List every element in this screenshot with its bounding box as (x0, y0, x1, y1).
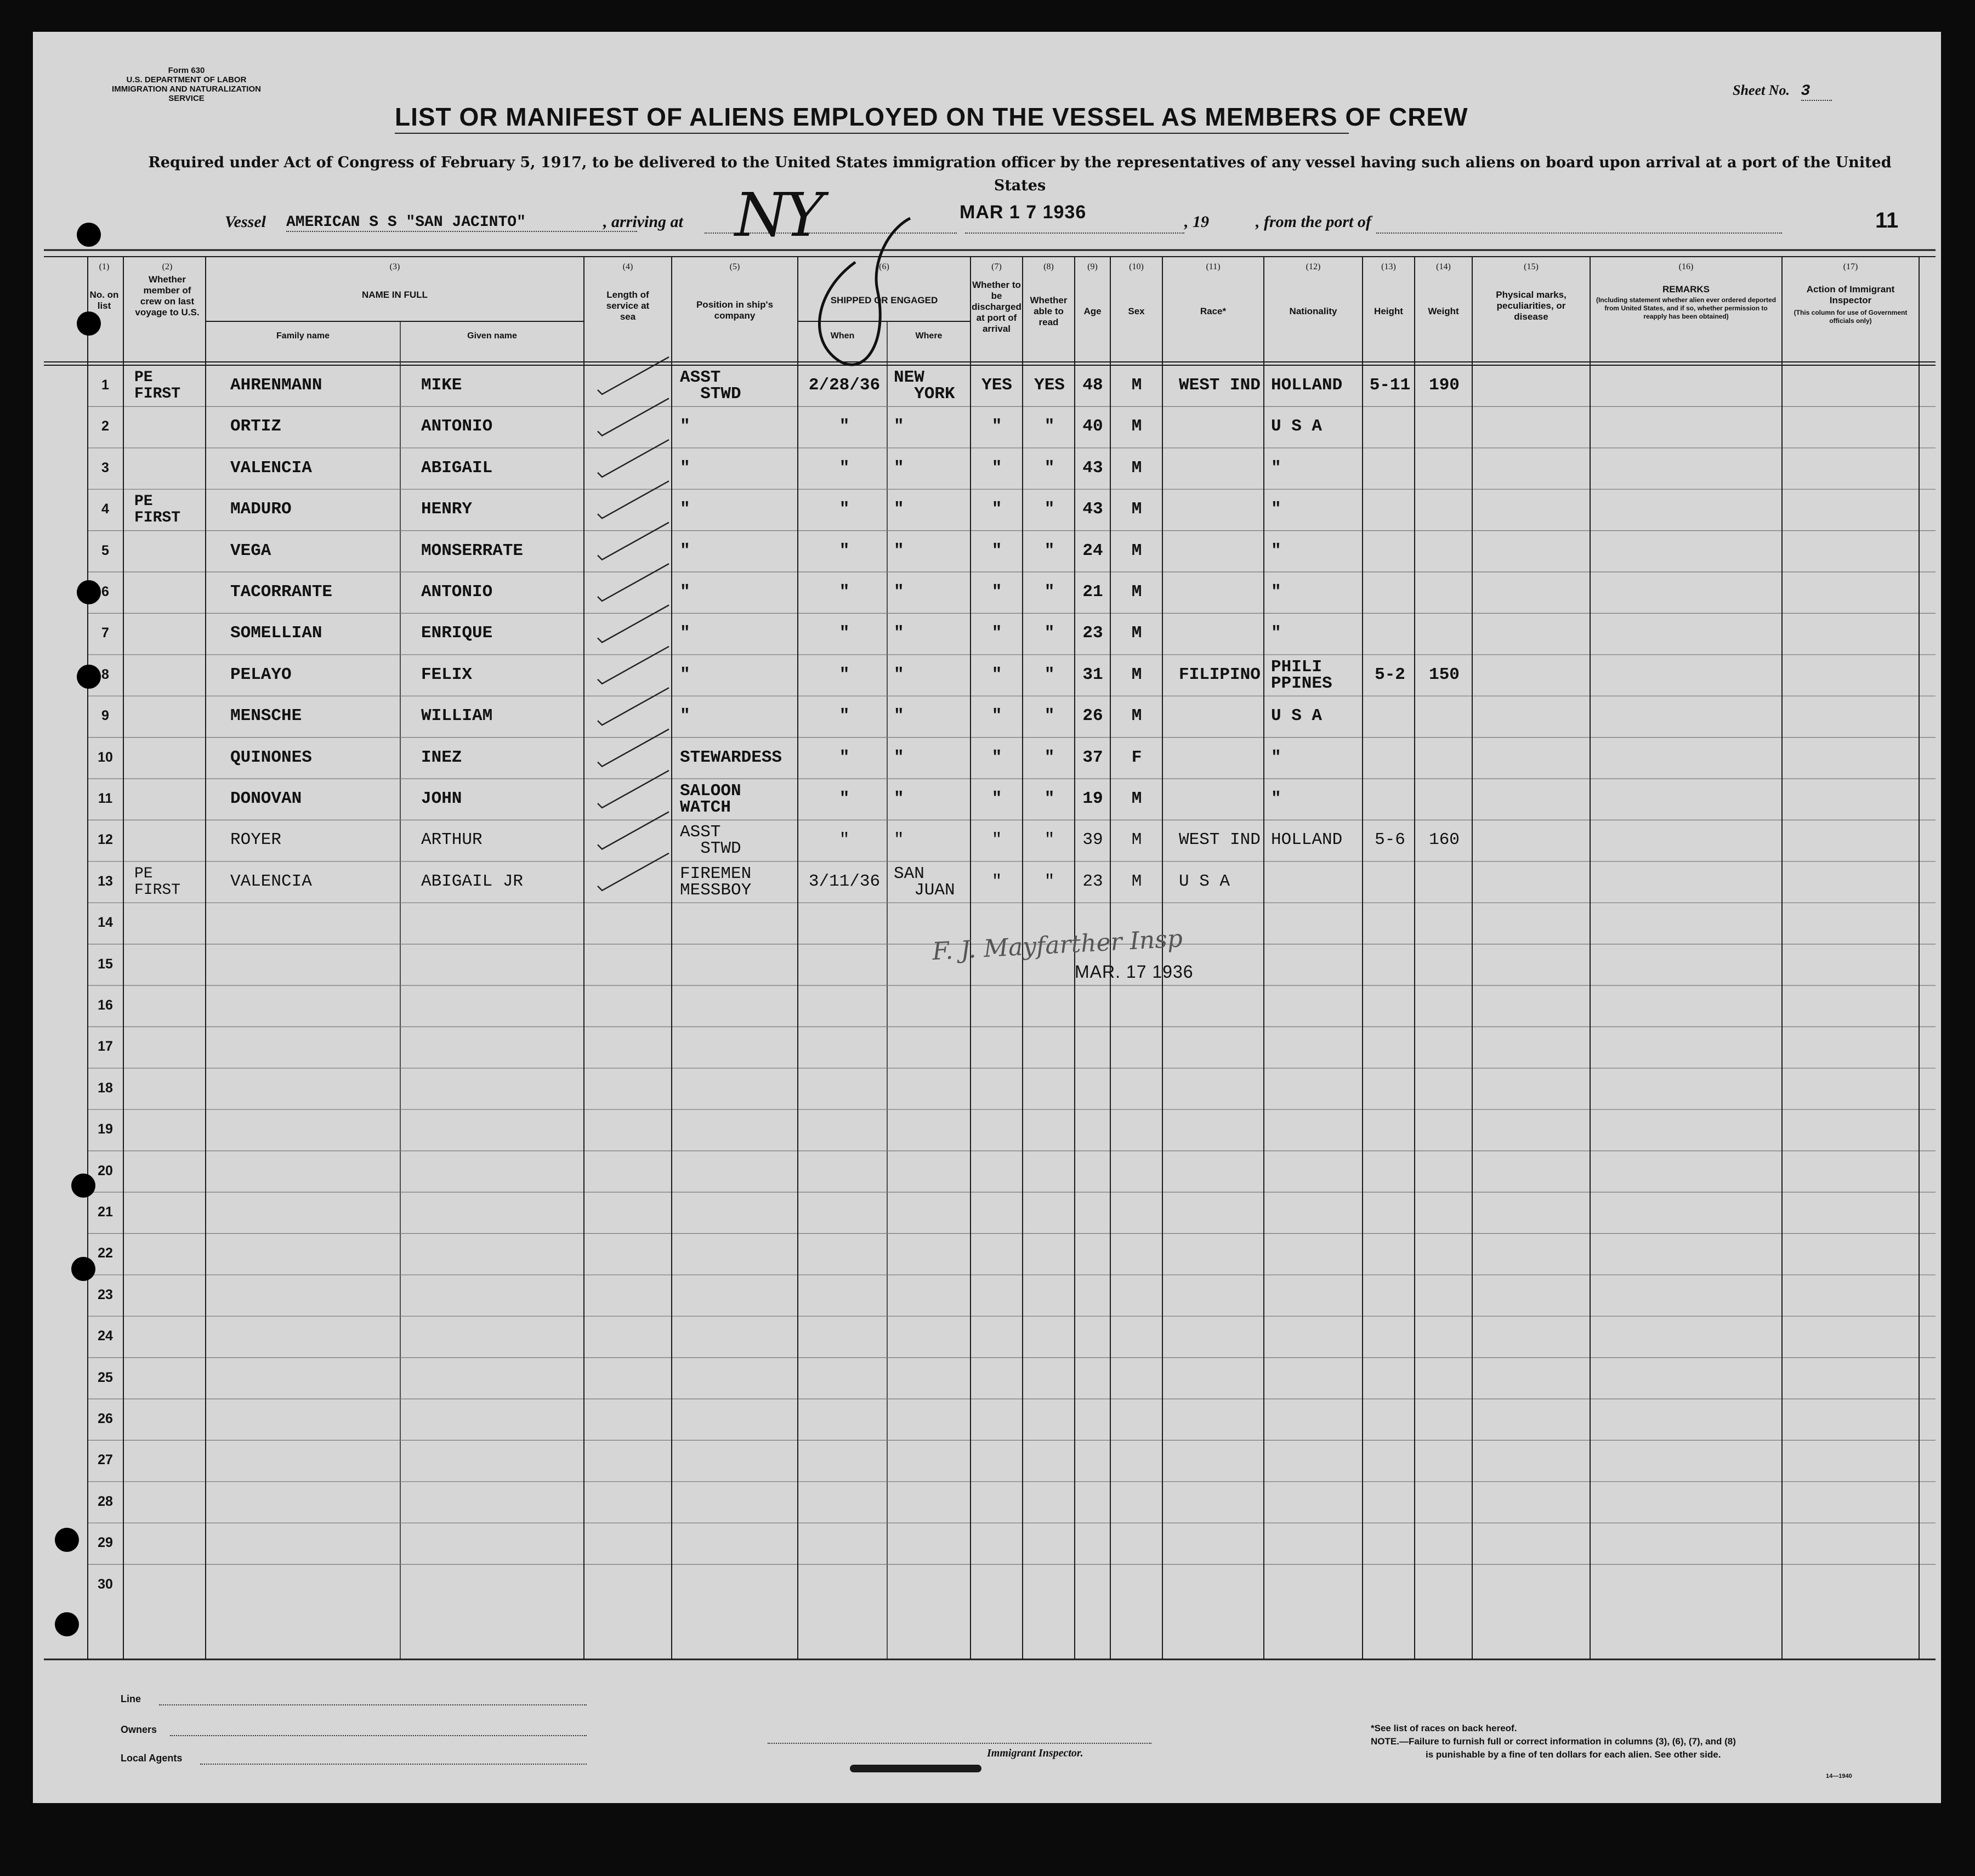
check-mark (598, 564, 669, 601)
family-name-cell: ORTIZ (230, 417, 282, 437)
position-cell: " (680, 624, 690, 643)
age-cell: 43 (1082, 500, 1103, 519)
row-number: 6 (101, 584, 109, 599)
sex-cell: M (1131, 541, 1142, 560)
col6-number: (6) (879, 262, 889, 271)
row-number: 4 (101, 501, 109, 517)
check-mark (598, 647, 669, 684)
position-cell: " (680, 458, 690, 478)
position-cell: " (680, 500, 690, 519)
family-name-cell: PELAYO (230, 665, 292, 684)
sex-cell: M (1131, 582, 1142, 602)
position-cell: ASST STWD (680, 823, 741, 859)
col3-given-header: Given name (467, 331, 517, 341)
discharged-cell: " (991, 747, 1002, 767)
col6-where-header: Where (915, 331, 943, 341)
sex-cell: M (1131, 376, 1142, 395)
sex-cell: M (1131, 665, 1142, 684)
arriving-label: , arriving at (603, 213, 683, 231)
penalty-note: NOTE.—Failure to furnish full or correct information in columns (3), (6), (7), and (8) (1371, 1736, 1736, 1747)
shipped-where-cell: SAN JUAN (894, 864, 955, 900)
shipped-when-cell: " (839, 747, 850, 767)
nationality-cell: HOLLAND (1271, 830, 1343, 850)
row-number: 9 (101, 708, 109, 724)
handwritten-flourish (819, 218, 910, 365)
age-cell: 24 (1082, 541, 1103, 560)
row-number: 29 (98, 1535, 113, 1551)
col4-header: Length of service at sea (606, 290, 650, 322)
col11-header: Race* (1200, 306, 1227, 316)
nationality-cell: " (1271, 500, 1281, 519)
row-number: 25 (98, 1369, 113, 1385)
shipped-when-cell: " (839, 458, 850, 478)
arrival-date-stamp: MAR 1 7 1936 (960, 202, 1087, 223)
given-name-cell: ANTONIO (421, 417, 493, 437)
row-number: 15 (98, 956, 113, 972)
check-mark (598, 357, 669, 394)
shipped-when-cell: " (839, 541, 850, 560)
page-number: 11 (1875, 208, 1899, 233)
able-to-read-cell: " (1044, 871, 1055, 891)
check-mark (598, 398, 669, 435)
col8-header: Whether able to read (1030, 295, 1068, 327)
able-to-read-cell: " (1044, 417, 1055, 437)
inspector-signature: F. J. Mayfarther Insp (931, 925, 1184, 966)
age-cell: 43 (1082, 458, 1103, 478)
discharged-cell: " (991, 417, 1002, 437)
height-cell: 5-6 (1375, 830, 1405, 850)
form-code: 14—1940 (1826, 1773, 1852, 1779)
age-cell: 39 (1082, 830, 1103, 850)
discharged-cell: " (991, 541, 1002, 560)
manifest-sheet (33, 32, 1941, 1803)
nationality-cell: " (1271, 789, 1281, 808)
binder-hole (71, 1257, 95, 1281)
race-cell: WEST IND (1179, 830, 1261, 850)
footer-owners-label: Owners (121, 1724, 157, 1735)
sheet-number-label: Sheet No. (1733, 82, 1790, 98)
given-name-cell: ARTHUR (421, 830, 483, 850)
col1-header: No. on list (89, 290, 119, 311)
binder-hole (71, 1174, 95, 1198)
row-number: 27 (98, 1452, 113, 1468)
able-to-read-cell: " (1044, 665, 1055, 684)
weight-cell: 160 (1429, 830, 1460, 850)
col2-number: (2) (162, 262, 173, 271)
redacted-mark (850, 1765, 981, 1772)
shipped-when-cell: 3/11/36 (808, 871, 881, 891)
nationality-cell: " (1271, 624, 1281, 643)
col3-number: (3) (389, 262, 400, 271)
col17-header: Action of Immigrant Inspector (1806, 284, 1895, 305)
races-note: *See list of races on back hereof. (1371, 1723, 1517, 1733)
row-number: 10 (98, 749, 113, 765)
given-name-cell: ABIGAIL (421, 458, 493, 478)
able-to-read-cell: " (1044, 830, 1055, 850)
given-name-cell: FELIX (421, 665, 473, 684)
col4-number: (4) (622, 262, 633, 271)
prev-voyage-cell: PE FIRST (134, 865, 181, 899)
footer-line-label: Line (121, 1693, 141, 1704)
col16-header: REMARKS (1662, 284, 1710, 294)
given-name-cell: MONSERRATE (421, 541, 524, 560)
row-number: 11 (98, 791, 113, 806)
prev-voyage-cell: PE FIRST (134, 493, 181, 527)
family-name-cell: SOMELLIAN (230, 624, 322, 643)
age-cell: 21 (1082, 582, 1103, 602)
col10-header: Sex (1128, 306, 1145, 316)
discharged-cell: " (991, 706, 1002, 726)
family-name-cell: VALENCIA (230, 458, 312, 478)
col1-number: (1) (99, 262, 110, 271)
position-cell: SALOON WATCH (680, 781, 741, 817)
able-to-read-cell: " (1044, 541, 1055, 560)
binder-hole (77, 580, 101, 604)
given-name-cell: INEZ (421, 747, 462, 767)
col6-when-header: When (830, 331, 855, 341)
position-cell: " (680, 541, 690, 560)
col7-number: (7) (991, 262, 1002, 271)
check-mark (598, 812, 669, 849)
form-number: Form 630 (168, 66, 205, 75)
weight-cell: 150 (1429, 665, 1460, 684)
nationality-cell: U S A (1271, 706, 1323, 726)
binder-hole (55, 1612, 79, 1636)
row-number: 1 (101, 377, 109, 393)
from-port-label: , from the port of (1256, 213, 1371, 231)
col13-header: Height (1374, 306, 1403, 316)
binder-hole (77, 665, 101, 689)
able-to-read-cell: " (1044, 458, 1055, 478)
department-name: U.S. DEPARTMENT OF LABOR (126, 75, 247, 84)
sheet-number-value: 3 (1801, 83, 1832, 101)
shipped-when-cell: " (839, 665, 850, 684)
arriving-port-handwritten: NY (735, 180, 821, 250)
shipped-where-cell: " (894, 706, 904, 726)
length-of-service-checkmarks (33, 32, 1941, 1803)
nationality-cell: U S A (1271, 417, 1323, 437)
footer-owners-field (170, 1735, 587, 1736)
height-cell: 5-2 (1375, 665, 1405, 684)
row-number: 19 (98, 1121, 113, 1137)
position-cell: " (680, 665, 690, 684)
age-cell: 19 (1082, 789, 1103, 808)
position-cell: " (680, 417, 690, 437)
footer-local-agents-field (200, 1764, 587, 1765)
form-title: LIST OR MANIFEST OF ALIENS EMPLOYED ON THE VESSEL AS MEMBERS OF CREW (395, 103, 1468, 131)
age-cell: 23 (1082, 871, 1103, 891)
col11-number: (11) (1206, 262, 1221, 271)
shipped-where-cell: NEW YORK (894, 368, 955, 404)
height-cell: 5-11 (1369, 376, 1411, 395)
family-name-cell: VEGA (230, 541, 271, 560)
row-number: 18 (98, 1080, 113, 1096)
vessel-name: AMERICAN S S "SAN JACINTO" (286, 214, 637, 232)
row-number: 2 (101, 418, 109, 434)
position-cell: " (680, 706, 690, 726)
check-mark (598, 729, 669, 767)
binder-hole (77, 223, 101, 247)
nationality-cell: " (1271, 747, 1281, 767)
sex-cell: M (1131, 417, 1142, 437)
check-mark (598, 440, 669, 477)
sex-cell: F (1131, 747, 1142, 767)
col12-header: Nationality (1289, 306, 1337, 316)
shipped-where-cell: " (894, 582, 904, 602)
weight-cell: 190 (1429, 376, 1460, 395)
discharged-cell: " (991, 665, 1002, 684)
col5-header: Position in ship's company (696, 299, 774, 321)
immigrant-inspector-label: Immigrant Inspector. (987, 1747, 1083, 1759)
able-to-read-cell: " (1044, 789, 1055, 808)
col15-number: (15) (1524, 262, 1539, 271)
shipped-where-cell: " (894, 541, 904, 560)
sex-cell: M (1131, 871, 1142, 891)
discharged-cell: " (991, 458, 1002, 478)
col17-number: (17) (1843, 262, 1858, 271)
shipped-when-cell: " (839, 417, 850, 437)
age-cell: 26 (1082, 706, 1103, 726)
shipped-when-cell: " (839, 706, 850, 726)
col10-number: (10) (1129, 262, 1144, 271)
col16-number: (16) (1678, 262, 1694, 271)
shipped-where-cell: " (894, 458, 904, 478)
row-number: 7 (101, 625, 109, 641)
discharged-cell: " (991, 582, 1002, 602)
row-number: 22 (98, 1245, 113, 1261)
able-to-read-cell: YES (1034, 376, 1065, 395)
race-cell: U S A (1179, 871, 1230, 891)
age-cell: 23 (1082, 624, 1103, 643)
sex-cell: M (1131, 830, 1142, 850)
form-subtitle: Required under Act of Congress of February 5, 1917, to be delivered to the United States immigration officer by the representatives of any vessel having such aliens on board upon arrival at a port of the United States (148, 154, 1892, 194)
given-name-cell: ABIGAIL JR (421, 871, 524, 891)
check-mark (598, 523, 669, 560)
col16-subheader: (Including statement whether alien ever ordered deported from United States, and if so, whether permission to reapply has been obtained) (1596, 296, 1777, 320)
row-number: 21 (98, 1204, 113, 1220)
age-cell: 37 (1082, 747, 1103, 767)
given-name-cell: MIKE (421, 376, 462, 395)
position-cell: ASST STWD (680, 368, 741, 404)
year-label: , 19 (1184, 213, 1209, 231)
shipped-when-cell: " (839, 624, 850, 643)
shipped-where-cell: " (894, 665, 904, 684)
shipped-when-cell: 2/28/36 (808, 376, 881, 395)
age-cell: 48 (1082, 376, 1103, 395)
row-number: 14 (98, 915, 113, 931)
family-name-cell: MENSCHE (230, 706, 302, 726)
shipped-when-cell: " (839, 500, 850, 519)
binder-hole (77, 311, 101, 336)
shipped-where-cell: " (894, 789, 904, 808)
discharged-cell: " (991, 624, 1002, 643)
able-to-read-cell: " (1044, 500, 1055, 519)
row-number: 26 (98, 1411, 113, 1426)
age-cell: 31 (1082, 665, 1103, 684)
family-name-cell: VALENCIA (230, 871, 312, 891)
row-number: 30 (98, 1576, 113, 1592)
sex-cell: M (1131, 500, 1142, 519)
row-number: 16 (98, 997, 113, 1013)
nationality-cell: PHILI PPINES (1271, 657, 1332, 693)
shipped-when-cell: " (839, 830, 850, 850)
penalty-note-continued: is punishable by a fine of ten dollars for each alien. See other side. (1426, 1749, 1721, 1760)
col15-header: Physical marks, peculiarities, or disease (1496, 290, 1567, 322)
shipped-where-cell: " (894, 747, 904, 767)
discharged-cell: " (991, 830, 1002, 850)
col3-family-header: Family name (276, 331, 330, 341)
check-mark (598, 853, 669, 891)
col14-header: Weight (1428, 306, 1459, 316)
discharged-cell: " (991, 789, 1002, 808)
row-number: 20 (98, 1163, 113, 1178)
row-number: 23 (98, 1286, 113, 1302)
shipped-where-cell: " (894, 624, 904, 643)
position-cell: FIREMEN MESSBOY (680, 864, 752, 900)
row-number: 3 (101, 460, 109, 475)
row-number: 28 (98, 1493, 113, 1509)
able-to-read-cell: " (1044, 747, 1055, 767)
nationality-cell: " (1271, 458, 1281, 478)
check-mark (598, 770, 669, 808)
row-number: 24 (98, 1328, 113, 1344)
col3-header: NAME IN FULL (362, 290, 428, 300)
inspector-date-stamp: MAR. 17 1936 (1075, 962, 1194, 982)
nationality-cell: " (1271, 582, 1281, 602)
given-name-cell: WILLIAM (421, 706, 493, 726)
able-to-read-cell: " (1044, 582, 1055, 602)
family-name-cell: QUINONES (230, 747, 312, 767)
col8-number: (8) (1043, 262, 1054, 271)
discharged-cell: " (991, 871, 1002, 891)
sex-cell: M (1131, 458, 1142, 478)
shipped-where-cell: " (894, 417, 904, 437)
discharged-cell: YES (981, 376, 1012, 395)
col2-header: Whether member of crew on last voyage to U.S. (135, 274, 200, 318)
able-to-read-cell: " (1044, 624, 1055, 643)
sex-cell: M (1131, 706, 1142, 726)
able-to-read-cell: " (1044, 706, 1055, 726)
row-number: 5 (101, 542, 109, 558)
race-cell: FILIPINO (1179, 665, 1261, 684)
family-name-cell: MADURO (230, 500, 292, 519)
family-name-cell: TACORRANTE (230, 582, 333, 602)
given-name-cell: JOHN (421, 789, 462, 808)
nationality-cell: " (1271, 541, 1281, 560)
nationality-cell: HOLLAND (1271, 376, 1343, 395)
shipped-where-cell: " (894, 830, 904, 850)
position-cell: " (680, 582, 690, 602)
footer-line-field (159, 1704, 587, 1705)
position-cell: STEWARDESS (680, 747, 782, 767)
col13-number: (13) (1381, 262, 1396, 271)
given-name-cell: HENRY (421, 500, 473, 519)
row-number: 17 (98, 1039, 113, 1055)
discharged-cell: " (991, 500, 1002, 519)
sex-cell: M (1131, 624, 1142, 643)
shipped-when-cell: " (839, 582, 850, 602)
sex-cell: M (1131, 789, 1142, 808)
col9-number: (9) (1087, 262, 1098, 271)
family-name-cell: AHRENMANN (230, 376, 322, 395)
race-cell: WEST IND (1179, 376, 1261, 395)
vessel-label: Vessel (225, 213, 266, 231)
row-number: 12 (98, 832, 113, 848)
col5-number: (5) (729, 262, 740, 271)
prev-voyage-cell: PE FIRST (134, 369, 181, 403)
col12-number: (12) (1306, 262, 1321, 271)
shipped-when-cell: " (839, 789, 850, 808)
col9-header: Age (1083, 306, 1102, 316)
age-cell: 40 (1082, 417, 1103, 437)
family-name-cell: DONOVAN (230, 789, 302, 808)
col6-header: SHIPPED OR ENGAGED (830, 295, 938, 305)
shipped-where-cell: " (894, 500, 904, 519)
check-mark (598, 605, 669, 642)
col7-header: Whether to be discharged at port of arrival (972, 280, 1021, 334)
immigrant-inspector-line (768, 1743, 1151, 1744)
service-name: IMMIGRATION AND NATURALIZATION SERVICE (112, 84, 261, 103)
footer-local-agents-label: Local Agents (121, 1753, 183, 1764)
col17-subheader: (This column for use of Government officials only) (1794, 309, 1908, 325)
given-name-cell: ANTONIO (421, 582, 493, 602)
row-number: 13 (98, 873, 113, 889)
check-mark (598, 688, 669, 725)
binder-hole (55, 1528, 79, 1552)
col14-number: (14) (1436, 262, 1451, 271)
family-name-cell: ROYER (230, 830, 282, 850)
check-mark (598, 481, 669, 518)
row-number: 8 (101, 666, 109, 682)
given-name-cell: ENRIQUE (421, 624, 493, 643)
